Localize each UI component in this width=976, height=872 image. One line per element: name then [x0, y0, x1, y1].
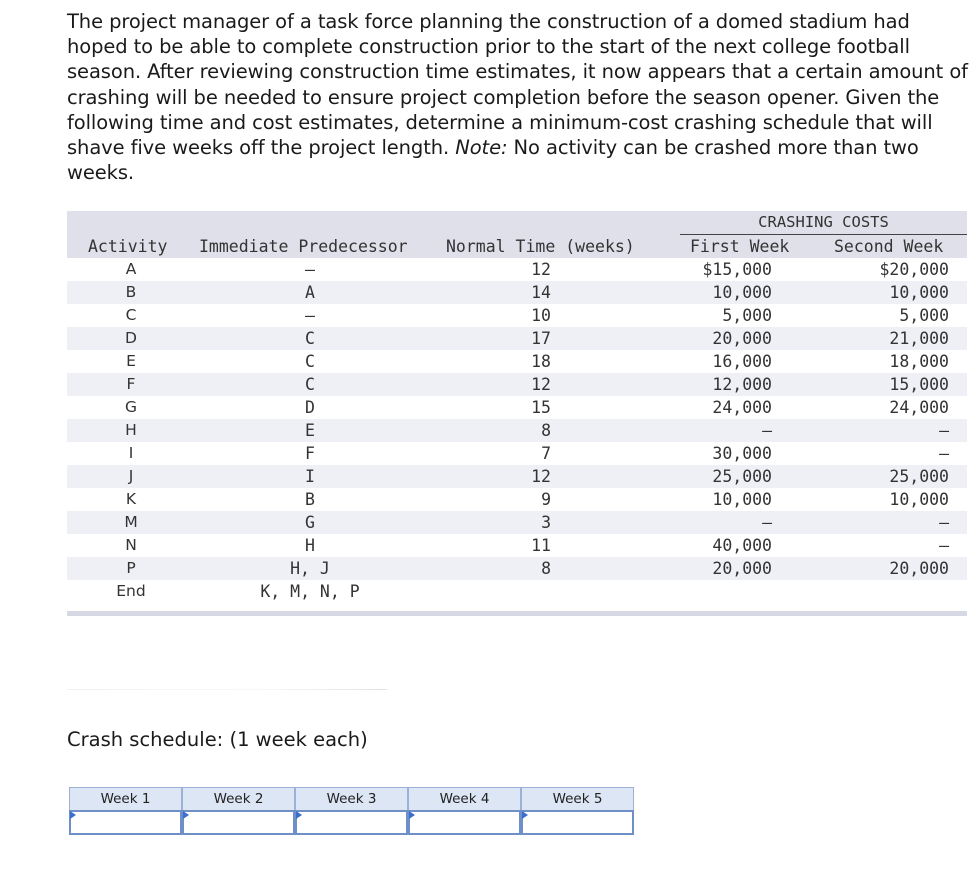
first-week-cost-cell: 16,000: [712, 352, 772, 371]
predecessor-cell: C: [305, 375, 315, 394]
week-4-input[interactable]: [408, 810, 521, 835]
week-5-input[interactable]: [521, 810, 634, 835]
first-week-cost-cell: 24,000: [712, 398, 772, 417]
table-bottom-rule: [67, 611, 967, 616]
table-row: [67, 258, 967, 281]
predecessor-cell: F: [305, 444, 315, 463]
second-week-cost-cell: 10,000: [889, 490, 949, 509]
activity-cell: C: [125, 306, 137, 324]
activity-cell: N: [125, 536, 137, 554]
second-week-cost-cell: 15,000: [889, 375, 949, 394]
week-3-input[interactable]: [295, 810, 408, 835]
week-1-header: Week 1: [69, 787, 182, 811]
second-week-cost-cell: 20,000: [889, 559, 949, 578]
second-week-cost-cell: 21,000: [889, 329, 949, 348]
crashing-costs-title: CRASHING COSTS: [758, 213, 889, 231]
table-row: [67, 350, 967, 373]
predecessor-cell: —: [305, 260, 315, 279]
predecessor-cell: C: [305, 329, 315, 348]
normal-time-cell: 11: [531, 536, 551, 555]
predecessor-cell: C: [305, 352, 315, 371]
table-row: [67, 281, 967, 304]
table-row: [67, 419, 967, 442]
second-week-cost-cell: $20,000: [879, 260, 949, 279]
normal-time-cell: 8: [541, 559, 551, 578]
activity-cell: J: [128, 467, 134, 485]
predecessor-cell: A: [305, 283, 315, 302]
table-row: [67, 465, 967, 488]
table-row: [67, 580, 967, 603]
table-row: [67, 488, 967, 511]
week-4-column: [408, 787, 521, 835]
header-activity: Activity: [88, 237, 168, 256]
week-5-column: [521, 787, 634, 835]
normal-time-cell: 18: [531, 352, 551, 371]
normal-time-cell: 12: [531, 375, 551, 394]
normal-time-cell: 17: [531, 329, 551, 348]
table-row: [67, 373, 967, 396]
predecessor-cell: —: [305, 306, 315, 325]
normal-time-cell: 7: [541, 444, 551, 463]
problem-text: The project manager of a task force planning the construction of a domed stadium had hoped to be able to complete construction prior to the start of the next college football season. After reviewing construction time estimates, it now appears that a certain amount of crashing will be needed to ensure project completion before the season opener. Given the following time and cost estimates, determine a minimum-cost crashing schedule that will shave five weeks off the project length.: [67, 10, 968, 160]
activity-table: [67, 211, 967, 619]
note-text: No activity can be crashed more than two weeks.: [67, 136, 919, 185]
predecessor-cell: H: [305, 536, 315, 555]
first-week-cost-cell: 20,000: [712, 329, 772, 348]
table-row: [67, 557, 967, 580]
header-second-week: Second Week: [834, 237, 944, 256]
predecessor-cell: G: [305, 513, 315, 532]
predecessor-cell: E: [305, 421, 315, 440]
header-predecessor: Immediate Predecessor: [199, 237, 408, 256]
predecessor-cell: K, M, N, P: [260, 582, 360, 601]
normal-time-cell: 12: [531, 467, 551, 486]
week-3-column: [295, 787, 408, 835]
activity-cell: M: [124, 513, 138, 531]
problem-statement: [67, 9, 972, 185]
header-first-week: First Week: [690, 237, 790, 256]
first-week-cost-cell: —: [762, 513, 772, 532]
activity-cell: K: [125, 490, 137, 508]
normal-time-cell: 12: [531, 260, 551, 279]
week-4-header: Week 4: [408, 787, 521, 811]
normal-time-cell: 14: [531, 283, 551, 302]
normal-time-cell: 3: [541, 513, 551, 532]
second-week-cost-cell: 18,000: [889, 352, 949, 371]
second-week-cost-cell: 5,000: [899, 306, 949, 325]
activity-cell: G: [124, 398, 137, 416]
table-row: [67, 442, 967, 465]
first-week-cost-cell: 25,000: [712, 467, 772, 486]
activity-cell: P: [126, 559, 136, 577]
first-week-cost-cell: 12,000: [712, 375, 772, 394]
second-week-cost-cell: 24,000: [889, 398, 949, 417]
normal-time-cell: 9: [541, 490, 551, 509]
predecessor-cell: D: [305, 398, 315, 417]
second-week-cost-cell: —: [939, 421, 949, 440]
first-week-cost-cell: 10,000: [712, 283, 772, 302]
normal-time-cell: 8: [541, 421, 551, 440]
week-2-column: [182, 787, 295, 835]
activity-cell: F: [126, 375, 136, 393]
first-week-cost-cell: 10,000: [712, 490, 772, 509]
crash-schedule-table: [69, 787, 634, 835]
first-week-cost-cell: 30,000: [712, 444, 772, 463]
header-normal-time: Normal Time (weeks): [446, 237, 635, 256]
activity-cell: A: [125, 260, 137, 278]
second-week-cost-cell: 25,000: [889, 467, 949, 486]
second-week-cost-cell: —: [939, 513, 949, 532]
week-2-header: Week 2: [182, 787, 295, 811]
week-5-header: Week 5: [521, 787, 634, 811]
activity-cell: D: [125, 329, 137, 347]
normal-time-cell: 10: [531, 306, 551, 325]
activity-cell: End: [116, 582, 146, 600]
first-week-cost-cell: 5,000: [722, 306, 772, 325]
second-week-cost-cell: 10,000: [889, 283, 949, 302]
note-label: Note:: [455, 136, 508, 160]
table-row: [67, 511, 967, 534]
week-1-input[interactable]: [69, 810, 182, 835]
week-3-header: Week 3: [295, 787, 408, 811]
week-2-input[interactable]: [182, 810, 295, 835]
predecessor-cell: B: [305, 490, 315, 509]
crash-schedule-label: Crash schedule: (1 week each): [67, 728, 368, 751]
table-row: [67, 304, 967, 327]
table-row: [67, 534, 967, 557]
second-week-cost-cell: —: [939, 444, 949, 463]
first-week-cost-cell: $15,000: [702, 260, 772, 279]
predecessor-cell: I: [305, 467, 315, 486]
first-week-cost-cell: 40,000: [712, 536, 772, 555]
week-1-column: [69, 787, 182, 835]
activity-cell: H: [125, 421, 137, 439]
table-row: [67, 327, 967, 350]
second-week-cost-cell: —: [939, 536, 949, 555]
first-week-cost-cell: —: [762, 421, 772, 440]
predecessor-cell: H, J: [290, 559, 330, 578]
activity-cell: B: [125, 283, 137, 301]
activity-cell: I: [128, 444, 134, 462]
table-row: [67, 396, 967, 419]
normal-time-cell: 15: [531, 398, 551, 417]
crashing-costs-rule: [680, 234, 967, 235]
activity-cell: E: [126, 352, 136, 370]
divider: [67, 689, 387, 690]
first-week-cost-cell: 20,000: [712, 559, 772, 578]
